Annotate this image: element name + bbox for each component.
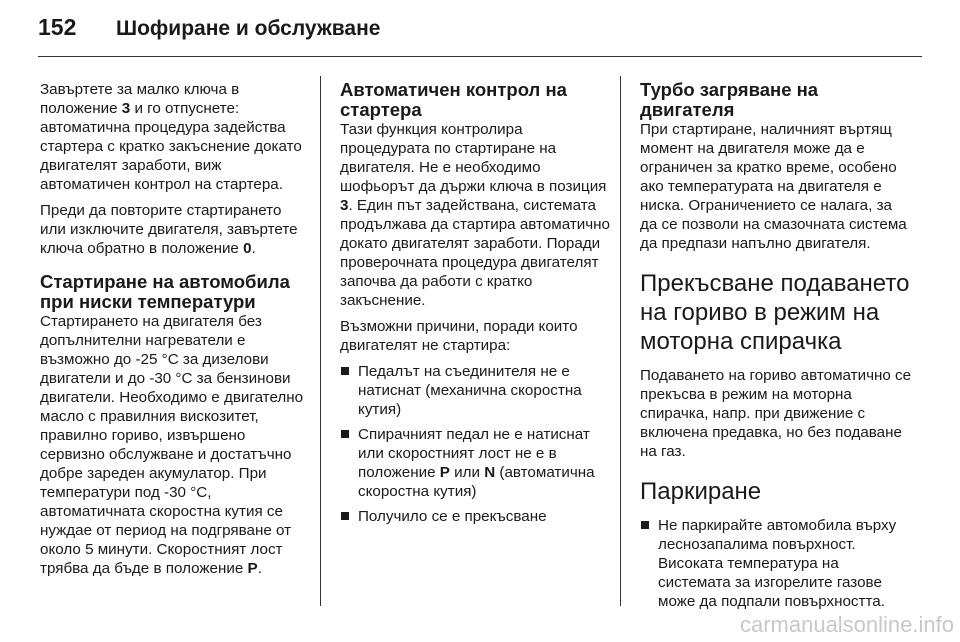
bullet-square-icon: [341, 512, 349, 520]
list-item: Не паркирайте автомобила върху леснозапалима повърхност. Високата температура на системата за изгорелите газове може да подпали повърхността.: [640, 516, 912, 611]
bullet-square-icon: [341, 367, 349, 375]
watermark: carmanualsonline.info: [739, 612, 954, 637]
paragraph: Преди да повторите стартирането или изключите двигателя, завъртете ключа обратно в положение 0.: [40, 202, 298, 257]
bullet-list: [640, 516, 912, 611]
page-header: [38, 14, 380, 50]
paragraph: При стартиране, наличният въртящ момент на двигателя може да е ограничен за кратко време, особено ако температурата на двигателя е ниска. Ограничението се налага, за да се позволи на смазочната система да предпази напълно двигателя.: [640, 121, 907, 252]
page-number: 152: [38, 14, 77, 40]
section-heading: Стартиране на автомобила при ниски температури: [40, 271, 290, 312]
bullet-square-icon: [341, 430, 349, 438]
bullet-square-icon: [641, 521, 649, 529]
chapter-title: Шофиране и обслужване: [116, 17, 381, 40]
major-heading: Паркиране: [640, 478, 762, 505]
paragraph: Тази функция контролира процедурата по стартиране на двигателя. Не е необходимо шофьорът да държи ключа в позиция 3. Един път задействана, системата продължава да стартира автоматично докато двигателят заработи. Поради проверочната процедура двигателят започва да работи с кратко закъснение.: [340, 121, 611, 309]
paragraph: Стартирането на двигателя без допълнителни нагреватели е възможно до -25 °C за дизелови двигатели и до -30 °C за бензинови двигатели. Необходимо е двигателно масло с правилния вискозитет, правилно гориво, извършено сервизно обслужване и достатъчно добре зареден акумулатор. При температури под -30 °C, автоматичната скоростна кутия се нуждае от период на подгряване от около 5 минути. Скоростният лост трябва да бъде в положение P.: [40, 313, 304, 577]
bullet-list: [340, 362, 612, 526]
section-heading: Турбо загряване на двигателя: [640, 79, 819, 120]
column-right: [640, 80, 912, 618]
header-rule: [38, 56, 922, 57]
list-item: Педалът на съединителя не е натиснат (механична скоростна кутия): [340, 362, 612, 419]
column-left: [40, 80, 308, 585]
column-middle: [340, 80, 612, 533]
section-heading: Автоматичен контрол на стартера: [340, 79, 567, 120]
column-divider: [320, 76, 321, 606]
list-item: Получило се е прекъсване: [340, 507, 612, 526]
paragraph: Възможни причини, поради които двигателят не стартира:: [340, 318, 578, 354]
paragraph: Подаването на гориво автоматично се прекъсва в режим на моторна спирачка, напр. при движение с включена предавка, но без подаване на газ.: [640, 367, 912, 460]
list-item: Спирачният педал не е натиснат или скоростният лост не е в положение P или N (автоматична скоростна кутия): [340, 425, 612, 501]
major-heading: Прекъсване подаването на гориво в режим на моторна спирачка: [640, 270, 910, 355]
column-divider: [620, 76, 621, 606]
paragraph: Завъртете за малко ключа в положение 3 и го отпуснете: автоматична процедура задейства стартера с кратко закъснение докато двигателят заработи, виж автоматичен контрол на стартера.: [40, 81, 302, 193]
